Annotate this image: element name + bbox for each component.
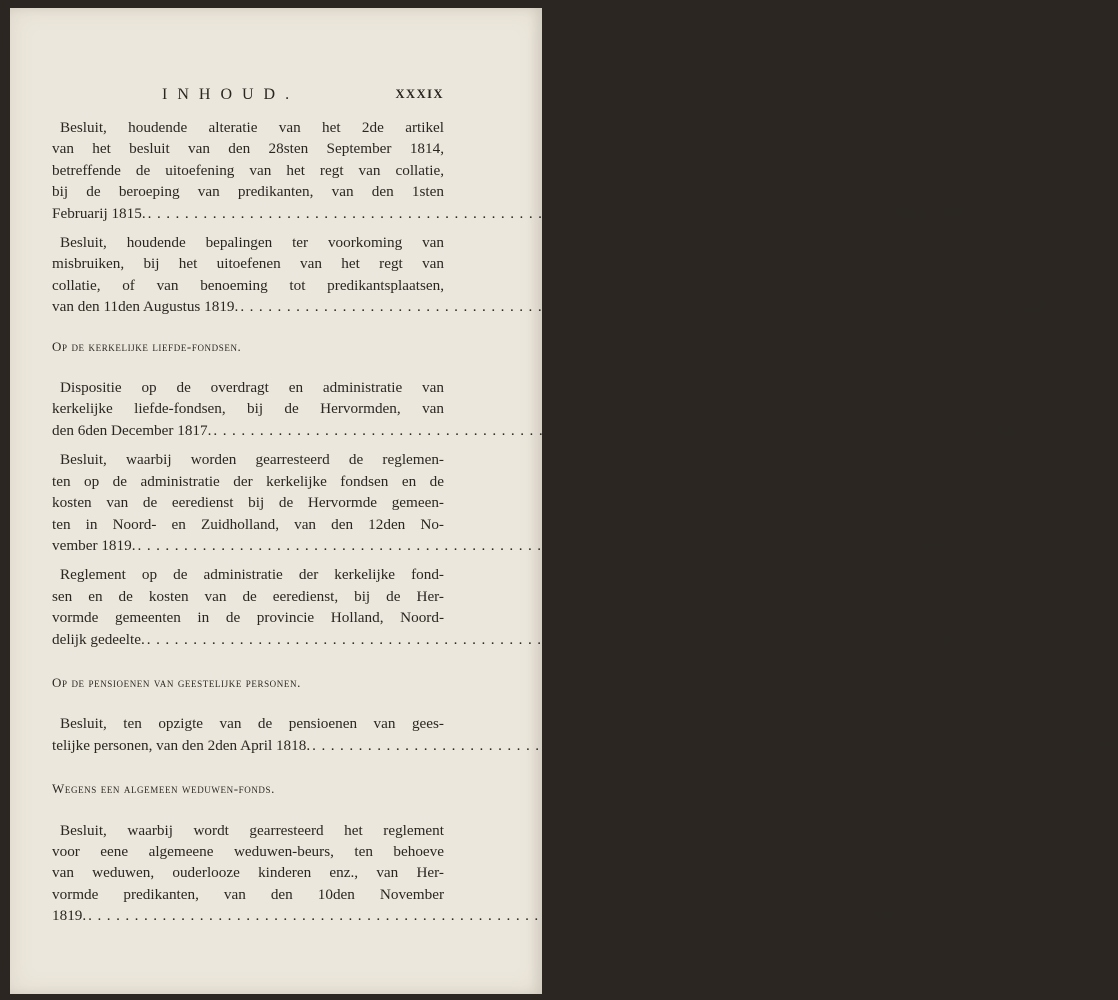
entry-text-line: Besluit, waarbij worden gearresteerd de reglemen-	[60, 451, 444, 469]
dot-leader: ................................................................................	[88, 907, 832, 925]
running-header	[162, 86, 444, 110]
reference-prefix: „	[975, 421, 983, 439]
page-reference	[988, 296, 1046, 317]
page-title: INHOUD.	[162, 86, 300, 103]
entry-text-line: ten op de administratie der kerkelijke fondsen en de	[52, 472, 444, 490]
toc-entry	[52, 377, 1020, 441]
entry-text-line: vember 1819.	[52, 536, 136, 554]
entry-last-line	[52, 203, 964, 224]
entry-last-line	[52, 535, 944, 556]
entry-text-line: telijke personen, van den 2den April 1818.	[52, 736, 311, 754]
entry-last-line	[52, 905, 894, 926]
reference-prefix: „	[1074, 736, 1082, 754]
reference-prefix: „	[909, 630, 916, 648]
entry-text-line: Besluit, houdende alteratie van het 2de artikel	[60, 119, 444, 136]
entry-text-line: collatie, of van benoeming tot predikantsplaatsen,	[52, 276, 444, 294]
reference-page-number: 329	[929, 630, 953, 648]
entry-text-line: misbruiken, bij het uitoefenen van het regt van	[52, 255, 444, 273]
toc-entry	[52, 820, 894, 927]
dot-leader: ................................................................................	[240, 298, 985, 316]
toc-entry	[52, 713, 1118, 756]
entry-text-line: van den 11den Augustus 1819.	[52, 298, 239, 316]
entry-text-line: van het besluit van den 28sten September 1814,	[52, 140, 444, 158]
page-reference	[1060, 735, 1118, 756]
reference-page-number: 346	[1095, 736, 1118, 754]
dot-leader: ................................................................................	[137, 536, 882, 554]
dot-leader: ................................................................................	[213, 421, 958, 439]
dot-leader: ................................................................................	[312, 736, 1056, 754]
entry-text-line: vormde predikanten, van den 10den November	[52, 885, 444, 903]
toc-entry	[52, 449, 944, 556]
entry-text-line: betreffende de uitoefening van het regt van collatie,	[52, 161, 444, 179]
reference-page-number: 325	[996, 421, 1020, 439]
entry-text-line: Besluit, houdende bepalingen ter voorkoming van	[60, 234, 444, 252]
page-reference	[895, 203, 963, 224]
entry-text-line: sen en de kosten van de eeredienst, bij de Her-	[52, 587, 444, 605]
page-reference	[895, 629, 953, 650]
entry-text-line: Besluit, waarbij wordt gearresteerd het reglement	[60, 821, 444, 839]
toc-entry	[52, 232, 1047, 318]
entry-text-line: ten in Noord- en Zuidholland, van den 12den No-	[52, 515, 444, 533]
page-reference	[961, 420, 1019, 441]
entry-text-line: kerkelijke liefde-fondsen, bij de Hervormden, van	[52, 400, 444, 418]
toc-entry	[52, 117, 964, 224]
entry-text-line: Besluit, ten opzigte van de pensioenen van gees-	[60, 715, 444, 733]
entry-text-line: Reglement op de administratie der kerkelijke fond-	[60, 566, 444, 584]
section-heading: Op de pensioenen van geestelijke personen.	[52, 674, 301, 690]
dot-leader: ................................................................................	[146, 630, 891, 648]
entry-last-line	[52, 420, 1020, 441]
reference-page-number: 323	[1023, 298, 1047, 316]
entry-text-line: kosten van de eeredienst bij de Hervormde gemeen-	[52, 494, 444, 512]
entry-last-line	[52, 629, 953, 650]
page-reference	[885, 535, 943, 556]
entry-text-line: bij de beroeping van predikanten, van den 1sten	[52, 183, 444, 201]
reference-page-number: 328	[920, 536, 944, 554]
reference-prefix: „	[1002, 298, 1010, 316]
entry-text-line: Dispositie op de overdragt en administratie van	[60, 379, 444, 397]
page-number: XXXIX	[395, 87, 444, 101]
page-reference	[836, 905, 894, 926]
entry-text-line: delijk gedeelte.	[52, 630, 145, 648]
reference-prefix: „	[899, 536, 907, 554]
entry-last-line	[52, 296, 1047, 317]
table-of-contents	[52, 117, 1118, 935]
entry-text-line: 1819.	[52, 907, 87, 925]
reference-prefix: Bladz.	[895, 204, 935, 222]
entry-text-line: voor eene algemeene weduwen-beurs, ten behoeve	[52, 842, 444, 860]
entry-text-line: Februarij 1815.	[52, 204, 146, 222]
section-heading: Wegens een algemeen weduwen-fonds.	[52, 781, 275, 797]
section-heading: Op de kerkelijke liefde-fondsen.	[52, 338, 242, 354]
entry-text-line: den 6den December 1817.	[52, 421, 212, 439]
entry-last-line	[52, 735, 1118, 756]
reference-prefix: „	[850, 907, 858, 925]
reference-page-number: 349	[871, 907, 894, 925]
entry-text-line: vormde gemeenten in de provincie Holland, Noord-	[52, 609, 444, 627]
reference-page-number: 322	[940, 204, 964, 222]
dot-leader: ................................................................................	[147, 204, 892, 222]
toc-entry	[52, 564, 953, 650]
entry-text-line: van weduwen, ouderlooze kinderen enz., van Her-	[52, 864, 444, 882]
